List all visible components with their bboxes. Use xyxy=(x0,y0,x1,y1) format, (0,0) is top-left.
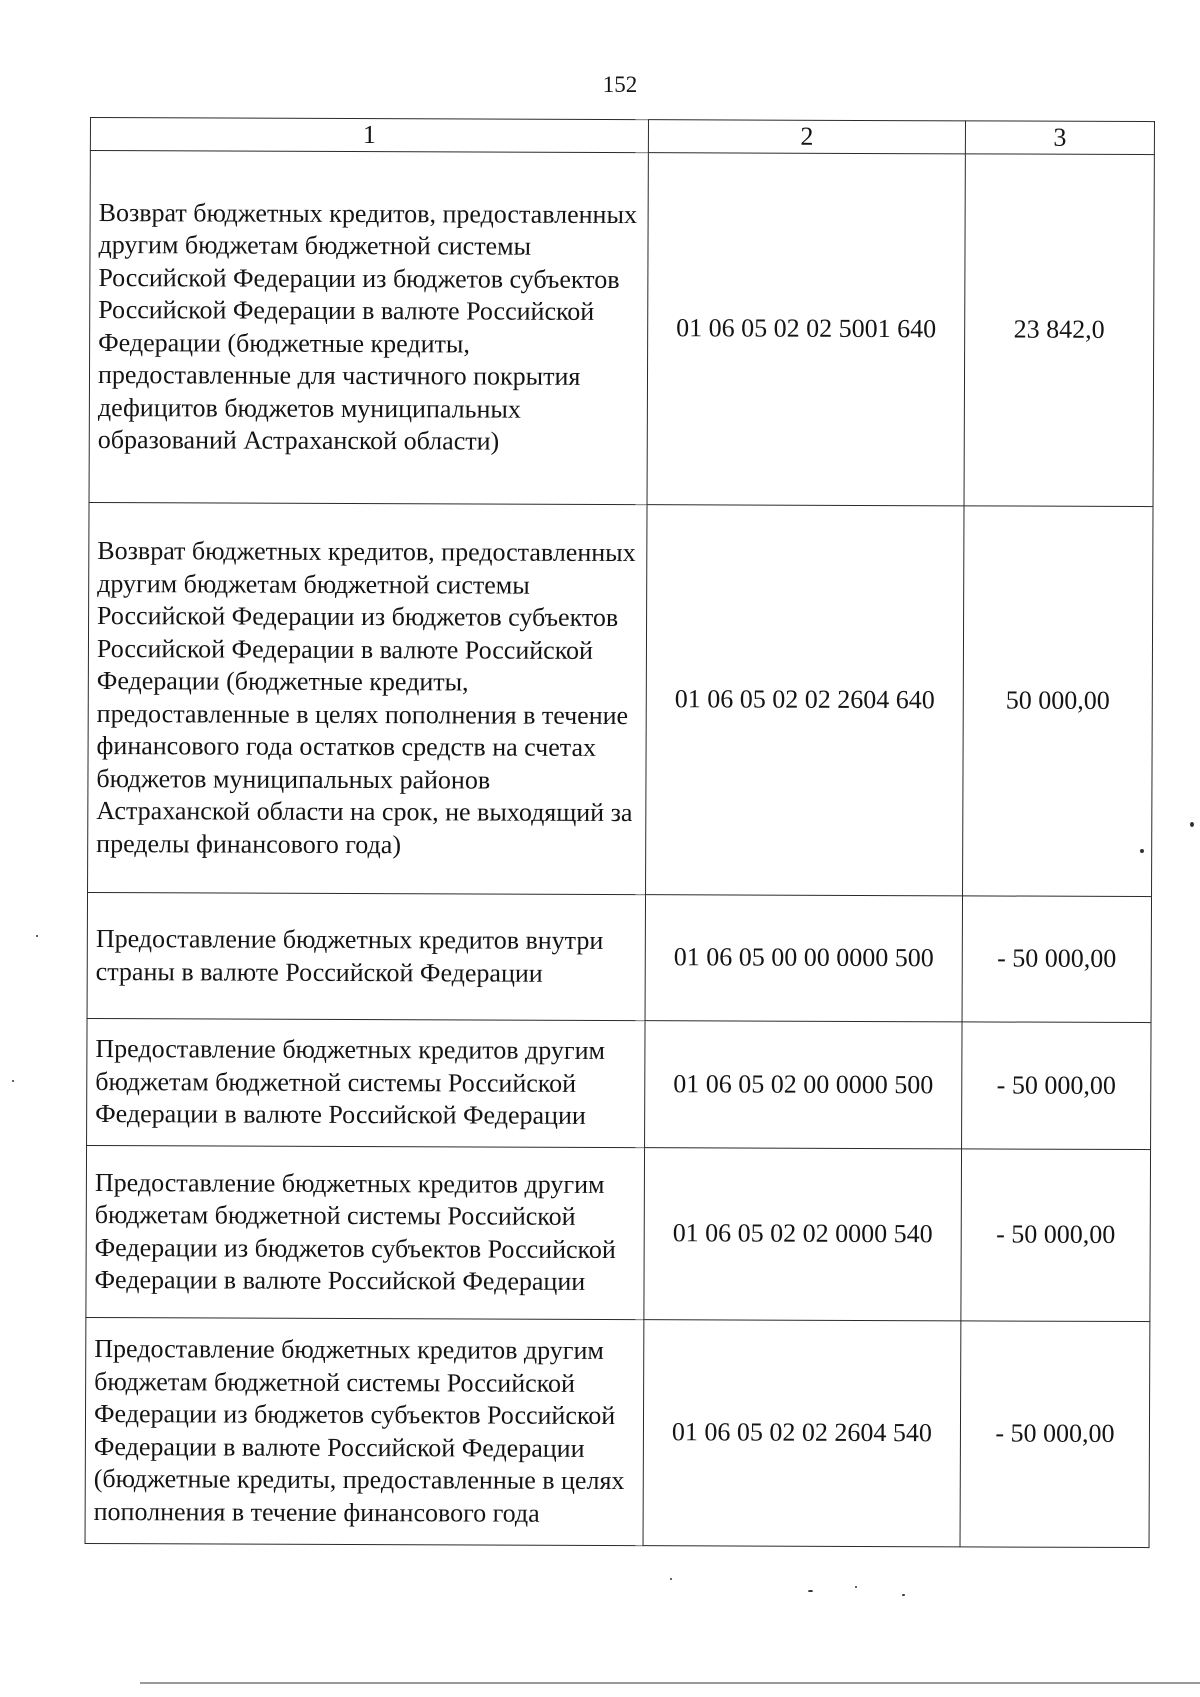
row-code: 01 06 05 02 02 2604 540 xyxy=(643,1320,961,1547)
row-description: Предоставление бюджетных кредитов другим бюджетам бюджетной системы Российской Федерации из бюджетов субъектов Российской Федерации в валюте Российской Федерации (бюджетные кредиты, предоставленные в целях пополнения в течение финансового года xyxy=(85,1317,644,1545)
page-number: 152 xyxy=(602,72,638,97)
row-amount: 23 842,0 xyxy=(964,154,1154,507)
row-code: 01 06 05 02 02 0000 540 xyxy=(644,1148,962,1321)
table-header-row xyxy=(90,118,1154,155)
row-amount: - 50 000,00 xyxy=(961,1149,1151,1322)
budget-sources-table xyxy=(85,117,1155,1548)
column-header-3: 3 xyxy=(965,121,1154,155)
row-code: 01 06 05 02 00 0000 500 xyxy=(645,1021,962,1149)
row-description: Возврат бюджетных кредитов, предоставленных другим бюджетам бюджетной системы Российской Федерации из бюджетов субъектов Российской Федерации в валюте Российской Федерации (бюджетные кредиты, предоставленные в целях пополнения в течение финансового года остатков средств на счетах бюджетов муниципальных районов Астраханской области на срок, не выходящий за пределы финансового года) xyxy=(88,502,647,894)
scan-speck xyxy=(902,1594,905,1596)
table-row xyxy=(87,892,1151,1022)
row-amount: - 50 000,00 xyxy=(962,896,1151,1023)
row-description: Предоставление бюджетных кредитов другим бюджетам бюджетной системы Российской Федерации из бюджетов субъектов Российской Федерации в валюте Российской Федерации xyxy=(86,1145,645,1319)
row-description: Возврат бюджетных кредитов, предоставленных другим бюджетам бюджетной системы Российской Федерации из бюджетов субъектов Российской Федерации в валюте Российской Федерации (бюджетные кредиты, предоставленные для частичного покрытия дефицитов бюджетов муниципальных образований Астраханской области) xyxy=(89,151,648,505)
scan-speck xyxy=(12,1080,14,1082)
column-header-2: 2 xyxy=(648,120,965,154)
row-amount: - 50 000,00 xyxy=(962,1022,1151,1150)
table-row xyxy=(89,151,1154,507)
row-description: Предоставление бюджетных кредитов внутри страны в валюте Российской Федерации xyxy=(87,892,645,1020)
row-amount: 50 000,00 xyxy=(963,506,1153,897)
table-row xyxy=(87,1018,1151,1149)
table-row xyxy=(86,1145,1151,1321)
scan-speck xyxy=(36,935,38,937)
scan-speck xyxy=(670,1578,672,1580)
row-description: Предоставление бюджетных кредитов другим бюджетам бюджетной системы Российской Федерации в валюте Российской Федерации xyxy=(87,1018,645,1147)
scan-edge-line xyxy=(140,1682,1200,1684)
row-code: 01 06 05 00 00 0000 500 xyxy=(645,895,962,1022)
scan-speck xyxy=(808,1590,813,1592)
row-amount: - 50 000,00 xyxy=(960,1321,1150,1548)
row-code: 01 06 05 02 02 5001 640 xyxy=(647,153,965,506)
scan-speck xyxy=(1140,849,1144,853)
table-row xyxy=(88,502,1153,896)
row-code: 01 06 05 02 02 2604 640 xyxy=(646,505,964,896)
table-row xyxy=(85,1317,1150,1547)
scan-speck xyxy=(1190,822,1194,827)
column-header-1: 1 xyxy=(90,118,648,153)
scan-speck xyxy=(855,1586,857,1588)
